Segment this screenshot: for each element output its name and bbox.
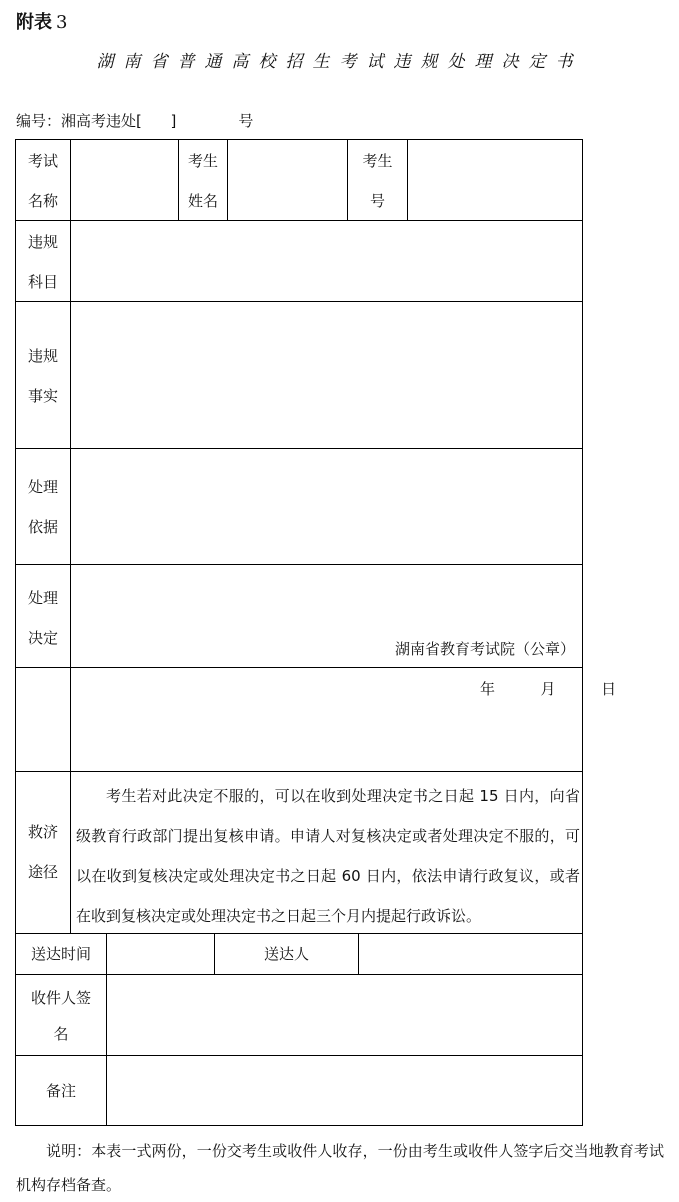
label-line: 考生 (362, 152, 393, 170)
row-divider (15, 667, 583, 668)
serial-suffix: 号 (238, 112, 254, 130)
official-seal-text: 湖南省教育考试院（公章） (394, 640, 575, 658)
column-divider (407, 139, 408, 220)
column-divider (106, 933, 107, 1126)
candidate-name-label (179, 141, 227, 221)
row-divider (15, 771, 583, 772)
label-line: 姓名 (187, 192, 218, 210)
label-line: 名称 (27, 192, 58, 210)
row-divider (15, 301, 583, 302)
label-line: 依据 (27, 518, 58, 536)
serial-prefix: 编号：湘高考违处[ (16, 112, 142, 130)
page-title: 湖南省普通高校招生考试违规处理决定书 (96, 52, 583, 72)
serial-bracket-close: ] (170, 112, 177, 130)
candidate-number-label (348, 141, 407, 221)
label-line: 违规 (27, 347, 58, 365)
remedy-text: 考生若对此决定不服的，可以在收到处理决定书之日起 15 日内，向省级教育行政部门提出复核申请。申请人对复核决定或者处理决定不服的，可以在收到复核决定或处理决定书之日起 60 日内，依法申请行政复议，或者在收到复核决定或处理决定书之日起三个月内提起行政诉讼。 (76, 787, 580, 925)
row-divider (15, 974, 583, 975)
label-line: 救济 (27, 823, 58, 841)
row-divider (15, 564, 583, 565)
row-divider (15, 448, 583, 449)
delivery-time-label: 送达时间 (30, 945, 91, 963)
appendix-number: 3 (56, 12, 68, 33)
decision-date: 年 月 日 (480, 680, 617, 698)
footer-note: 说明：本表一式两份，一份交考生或收件人收存，一份由考生或收件人签字后交当地教育考试机构存档备查。 (16, 1142, 664, 1194)
handling-basis-label (16, 467, 70, 547)
recipient-signature-label (16, 980, 106, 1052)
label-line: 名 (53, 1025, 69, 1043)
violation-facts-label (16, 336, 70, 416)
column-divider (70, 139, 71, 933)
label-line: 处理 (27, 478, 58, 496)
serial-number (16, 110, 253, 131)
label-line: 违规 (27, 233, 58, 251)
remarks-label: 备注 (45, 1082, 76, 1100)
appendix-label-text: 附表 (16, 12, 52, 33)
deliverer-label: 送达人 (263, 945, 309, 963)
label-line: 决定 (27, 629, 58, 647)
label-line: 事实 (27, 387, 58, 405)
label-line: 收件人签 (30, 989, 91, 1007)
row-divider (15, 220, 583, 221)
handling-decision-label (16, 578, 70, 658)
violation-subject-label (16, 222, 70, 302)
label-line: 考生 (187, 152, 218, 170)
remedy-label (16, 812, 70, 892)
row-divider (15, 1055, 583, 1056)
label-line: 处理 (27, 589, 58, 607)
appendix-label (16, 8, 67, 34)
label-line: 科目 (27, 273, 58, 291)
decision-form-table (15, 139, 583, 1126)
label-line: 号 (369, 192, 385, 210)
label-line: 途径 (27, 863, 58, 881)
column-divider (358, 933, 359, 974)
column-divider (227, 139, 228, 220)
exam-name-label (16, 141, 70, 221)
label-line: 考试 (27, 152, 58, 170)
